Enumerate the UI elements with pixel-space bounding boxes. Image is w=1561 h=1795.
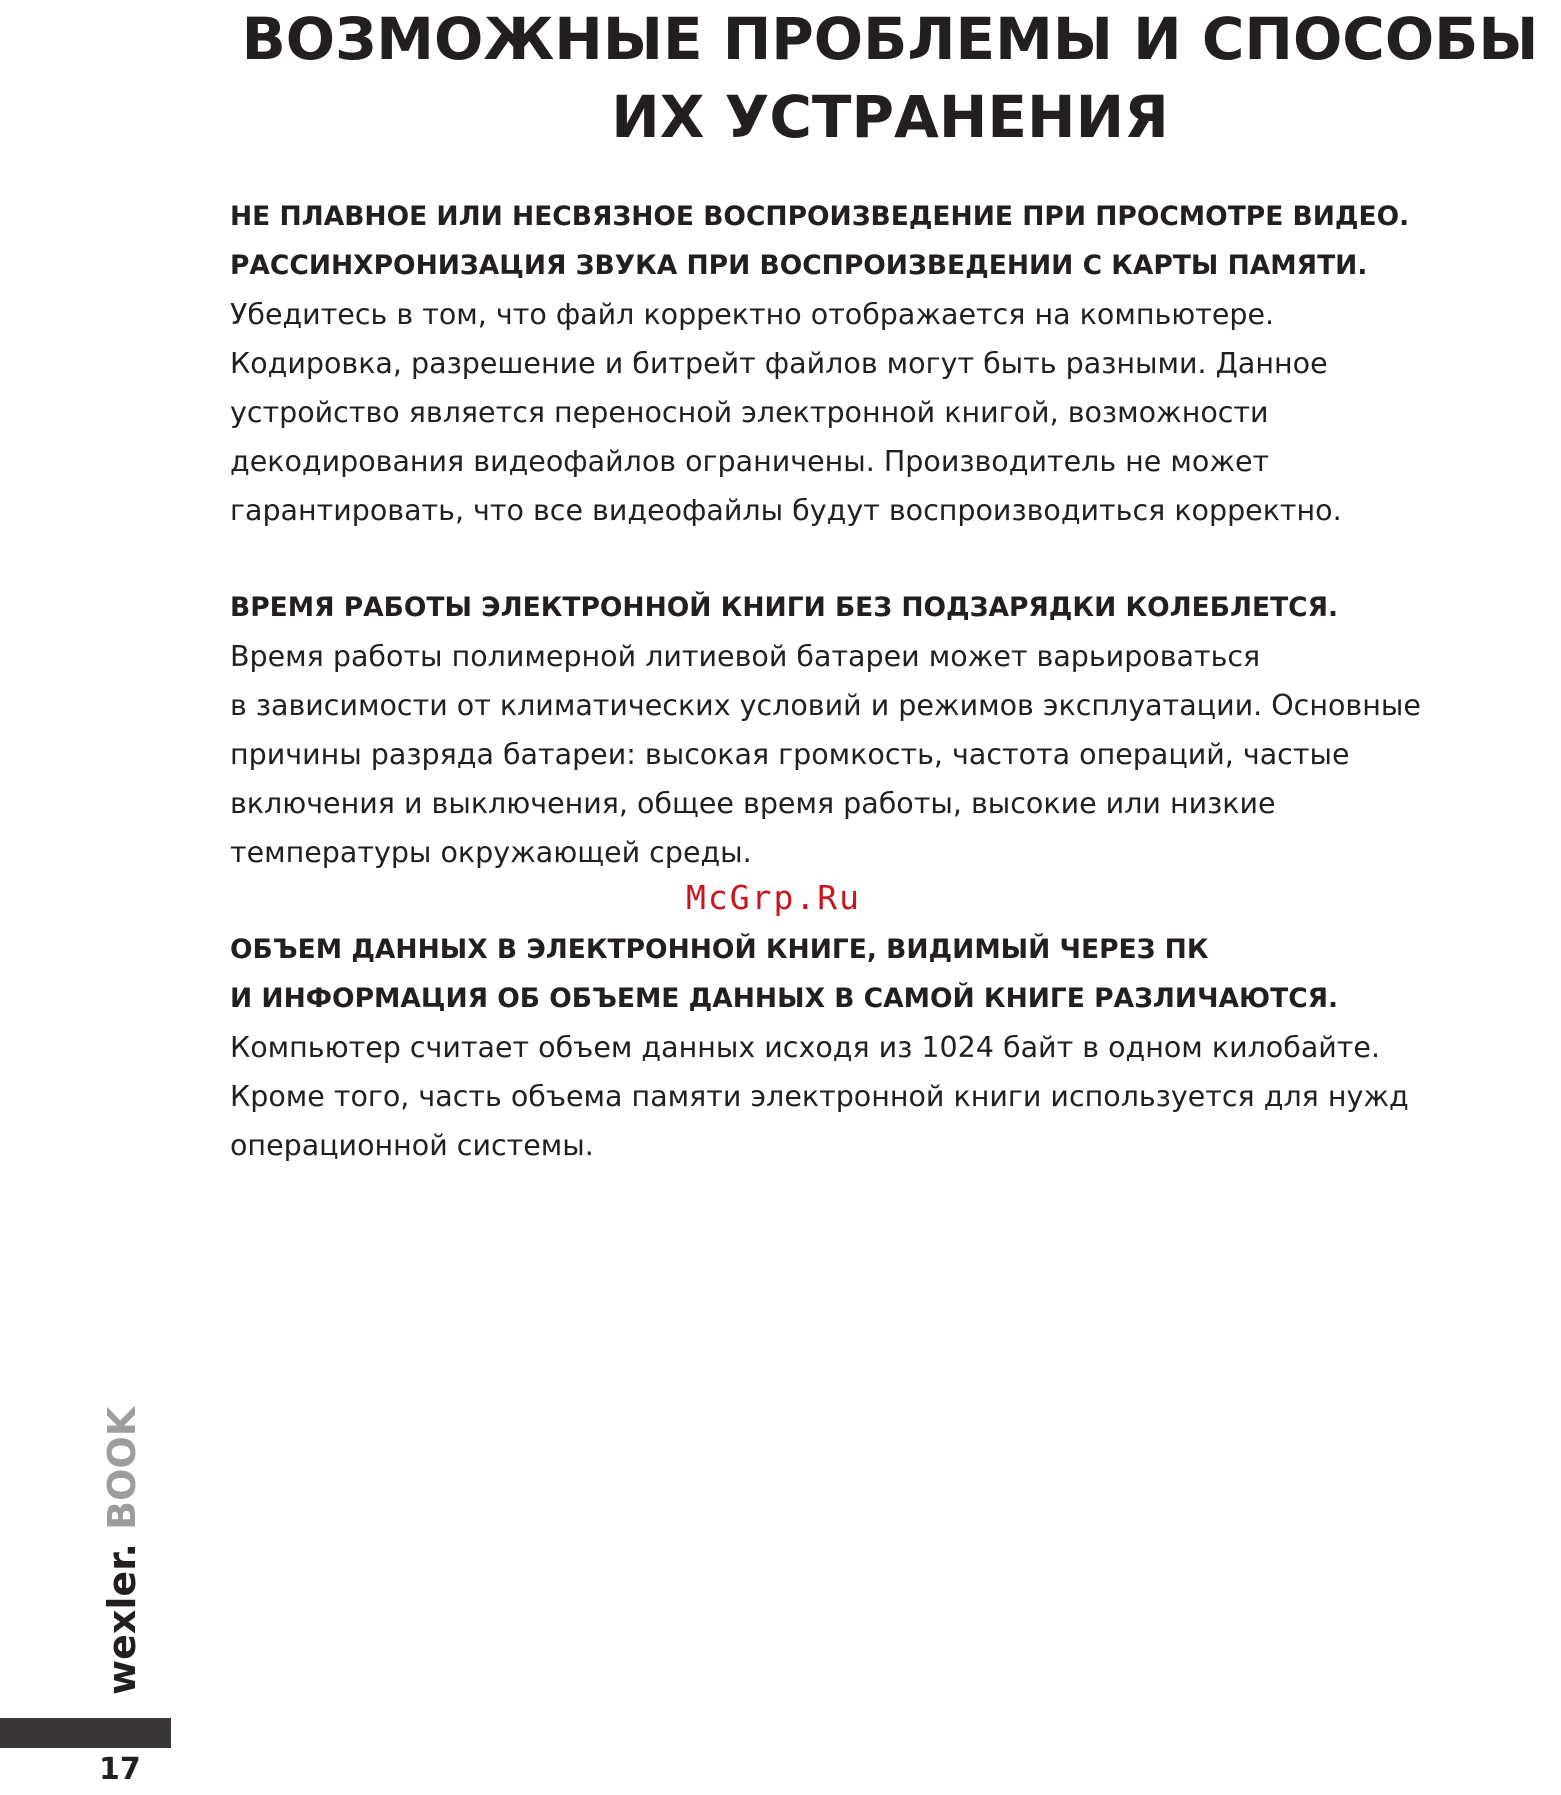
body-line: устройство является переносной электронной книгой, возможности [230,396,1269,429]
brand-suffix: BOOK [100,1406,144,1530]
body-line: гарантировать, что все видеофайлы будут воспроизводиться корректно. [230,494,1342,527]
brand-name: wexler [100,1557,144,1695]
brand-logo [100,1395,144,1695]
body-line: причины разряда батареи: высокая громкость, частота операций, частые [230,738,1350,771]
section-video-playback [230,192,1550,535]
section-heading: НЕ ПЛАВНОЕ ИЛИ НЕСВЯЗНОЕ ВОСПРОИЗВЕДЕНИЕ ПРИ ПРОСМОТРЕ ВИДЕО. [230,201,1410,232]
body-line: включения и выключения, общее время работы, высокие или низкие [230,787,1276,820]
page-number: 17 [99,1752,141,1787]
section-heading: И ИНФОРМАЦИЯ ОБ ОБЪЕМЕ ДАННЫХ В САМОЙ КНИГЕ РАЗЛИЧАЮТСЯ. [230,983,1339,1014]
section-battery-life [230,583,1550,877]
section-heading: РАССИНХРОНИЗАЦИЯ ЗВУКА ПРИ ВОСПРОИЗВЕДЕНИИ С КАРТЫ ПАМЯТИ. [230,250,1368,281]
body-line: в зависимости от климатических условий и режимов эксплуатации. Основные [230,689,1421,722]
body-line: Время работы полимерной литиевой батареи может варьироваться [230,640,1261,673]
main-content [230,192,1550,1218]
page-title-line-2: ИХ УСТРАНЕНИЯ [611,83,1169,151]
body-line: декодирования видеофайлов ограничены. Производитель не может [230,445,1270,478]
body-line: Компьютер считает объем данных исходя из 1024 байт в одном килобайте. [230,1031,1381,1064]
section-heading: ОБЪЕМ ДАННЫХ В ЭЛЕКТРОННОЙ КНИГЕ, ВИДИМЫЙ ЧЕРЕЗ ПК [230,934,1209,965]
brand-dot: . [100,1529,144,1558]
watermark: McGrp.Ru [686,878,861,917]
page-title [240,0,1540,156]
page-title-line-1: ВОЗМОЖНЫЕ ПРОБЛЕМЫ И СПОСОБЫ [241,5,1539,73]
body-line: температуры окружающей среды. [230,836,752,869]
body-line: Убедитесь в том, что файл корректно отображается на компьютере. [230,298,1275,331]
body-line: Кодировка, разрешение и битрейт файлов могут быть разными. Данное [230,347,1328,380]
body-line: операционной системы. [230,1129,594,1162]
section-storage-capacity [230,925,1550,1170]
section-heading: ВРЕМЯ РАБОТЫ ЭЛЕКТРОННОЙ КНИГИ БЕЗ ПОДЗАРЯДКИ КОЛЕБЛЕТСЯ. [230,592,1339,623]
body-line: Кроме того, часть объема памяти электронной книги используется для нужд [230,1080,1409,1113]
page-footer-bar [0,1718,171,1748]
